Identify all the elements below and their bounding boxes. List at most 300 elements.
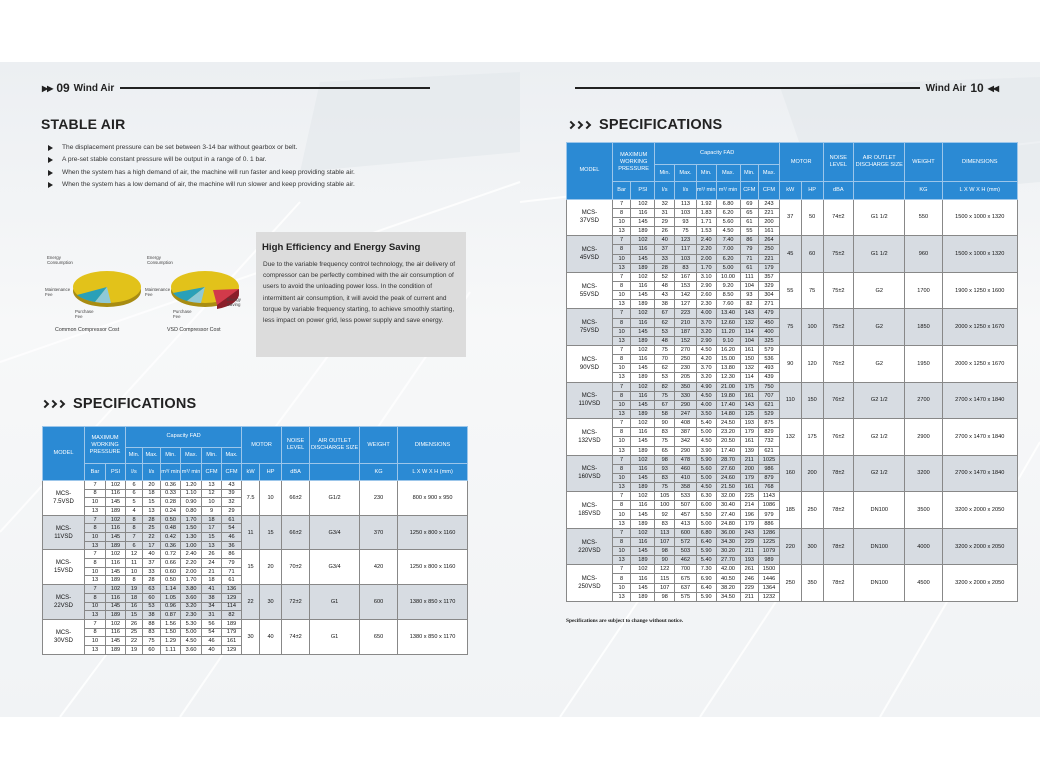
data-cell: 102 xyxy=(631,455,655,464)
header-unit xyxy=(310,464,360,481)
pie-label-purchase: Purchase Fee xyxy=(75,309,94,319)
data-cell: 161 xyxy=(740,391,759,400)
spec-note: Specifications are subject to change without notice. xyxy=(566,618,684,624)
data-cell: 189 xyxy=(631,336,655,345)
data-cell: 1.50 xyxy=(161,628,181,637)
data-cell: 3.20 xyxy=(696,373,716,382)
data-cell: 40 xyxy=(202,645,222,654)
motor-hp-cell: 300 xyxy=(801,528,823,565)
noise-cell: 75±2 xyxy=(823,272,854,309)
weight-cell: 1700 xyxy=(905,272,942,309)
outlet-cell: G1 1/2 xyxy=(854,199,905,236)
data-cell: 10 xyxy=(612,437,631,446)
header-unit: CFM xyxy=(740,182,759,199)
bullet-item: The displacement pressure can be set between 3-14 bar without gearbox or belt. xyxy=(48,142,355,154)
noise-cell: 76±2 xyxy=(823,345,854,382)
outlet-cell: DN100 xyxy=(854,492,905,529)
header-minmax: Max. xyxy=(716,164,740,181)
model-cell: MCS- 132VSD xyxy=(567,419,613,456)
data-cell: 0.36 xyxy=(161,541,181,550)
data-cell: 193 xyxy=(740,419,759,428)
motor-hp-cell: 150 xyxy=(801,382,823,419)
triple-chevron-icon xyxy=(568,122,592,128)
header-noise: NOISE LEVEL xyxy=(282,427,310,464)
data-cell: 223 xyxy=(675,309,697,318)
motor-kw-cell: 110 xyxy=(779,382,801,419)
data-cell: 1.71 xyxy=(696,217,716,226)
data-cell: 107 xyxy=(655,583,675,592)
data-cell: 507 xyxy=(675,501,697,510)
data-cell: 3.20 xyxy=(181,602,202,611)
data-cell: 0.72 xyxy=(161,550,181,559)
data-cell: 167 xyxy=(675,272,697,281)
data-cell: 13 xyxy=(612,373,631,382)
motor-hp-cell: 60 xyxy=(801,236,823,273)
weight-cell: 420 xyxy=(360,550,398,585)
data-cell: 116 xyxy=(631,355,655,364)
data-cell: 1.83 xyxy=(696,208,716,217)
data-cell: 145 xyxy=(106,637,126,646)
model-cell: MCS- 220VSD xyxy=(567,528,613,565)
data-cell: 4.20 xyxy=(696,355,716,364)
data-cell: 529 xyxy=(759,409,780,418)
data-cell: 145 xyxy=(631,327,655,336)
table-row xyxy=(43,515,468,524)
data-cell: 102 xyxy=(106,480,126,489)
data-cell: 67 xyxy=(655,309,675,318)
data-cell: 23.20 xyxy=(716,428,740,437)
dimensions-cell: 2700 x 1470 x 1840 xyxy=(942,382,1017,419)
data-cell: 132 xyxy=(740,318,759,327)
noise-cell: 78±2 xyxy=(823,528,854,565)
data-cell: 152 xyxy=(675,336,697,345)
data-cell: 8 xyxy=(85,559,106,568)
data-cell: 145 xyxy=(106,498,126,507)
data-cell: 3.80 xyxy=(181,585,202,594)
data-cell: 3.90 xyxy=(696,446,716,455)
data-cell: 153 xyxy=(675,281,697,290)
data-cell: 189 xyxy=(106,541,126,550)
motor-hp-cell: 10 xyxy=(260,480,282,515)
data-cell: 17 xyxy=(143,541,161,550)
data-cell: 13 xyxy=(612,483,631,492)
data-cell: 24.80 xyxy=(716,519,740,528)
table-row xyxy=(567,492,1018,501)
data-cell: 261 xyxy=(740,565,759,574)
data-cell: 13 xyxy=(612,592,631,601)
motor-hp-cell: 50 xyxy=(801,199,823,236)
header-unit: CFM xyxy=(202,464,222,481)
data-cell: 60 xyxy=(143,593,161,602)
data-cell: 189 xyxy=(631,519,655,528)
outlet-cell: G3/4 xyxy=(310,515,360,550)
data-cell: 4.50 xyxy=(696,345,716,354)
data-cell: 88 xyxy=(143,619,161,628)
data-cell: 7 xyxy=(612,455,631,464)
header-unit: Bar xyxy=(612,182,631,199)
weight-cell: 650 xyxy=(360,619,398,654)
data-cell: 18 xyxy=(202,515,222,524)
data-cell: 18 xyxy=(126,593,143,602)
data-cell: 8 xyxy=(612,537,631,546)
data-cell: 65 xyxy=(655,446,675,455)
data-cell: 6 xyxy=(126,489,143,498)
data-cell: 13 xyxy=(85,506,106,515)
data-cell: 113 xyxy=(655,528,675,537)
page-number: 09 xyxy=(56,81,70,95)
specifications-heading xyxy=(568,117,722,133)
pie-label-purchase: Purchase Fee xyxy=(173,309,192,319)
data-cell: 6.80 xyxy=(696,528,716,537)
data-cell: 413 xyxy=(675,519,697,528)
data-cell: 6.20 xyxy=(716,208,740,217)
data-cell: 6.20 xyxy=(716,254,740,263)
header-dimensions: DIMENSIONS xyxy=(942,143,1017,182)
data-cell: 4.50 xyxy=(716,227,740,236)
data-cell: 400 xyxy=(759,327,780,336)
data-cell: 83 xyxy=(675,263,697,272)
weight-cell: 230 xyxy=(360,480,398,515)
triple-chevron-icon xyxy=(42,401,66,407)
data-cell: 13 xyxy=(612,446,631,455)
data-cell: 10 xyxy=(612,400,631,409)
data-cell: 4.50 xyxy=(696,437,716,446)
data-cell: 13 xyxy=(612,519,631,528)
header-unit: L X W X H (mm) xyxy=(398,464,468,481)
header-noise: NOISE LEVEL xyxy=(823,143,854,182)
data-cell: 986 xyxy=(759,464,780,473)
data-cell: 1.70 xyxy=(696,263,716,272)
data-cell: 6 xyxy=(126,541,143,550)
dimensions-cell: 1250 x 800 x 1160 xyxy=(398,550,468,585)
header-pressure: MAXIMUM WORKING PRESSURE xyxy=(612,143,655,182)
weight-cell: 4000 xyxy=(905,528,942,565)
data-cell: 193 xyxy=(740,556,759,565)
table-row xyxy=(43,585,468,594)
data-cell: 13 xyxy=(612,336,631,345)
data-cell: 4 xyxy=(126,506,143,515)
data-cell: 2.90 xyxy=(696,336,716,345)
data-cell: 0.48 xyxy=(161,524,181,533)
data-cell: 0.50 xyxy=(161,576,181,585)
motor-kw-cell: 22 xyxy=(242,585,260,620)
data-cell: 5.90 xyxy=(696,592,716,601)
model-cell: MCS- 7.5VSD xyxy=(43,480,85,515)
motor-kw-cell: 90 xyxy=(779,345,801,382)
data-cell: 6.40 xyxy=(696,537,716,546)
data-cell: 145 xyxy=(631,547,655,556)
data-cell: 34.30 xyxy=(716,537,740,546)
data-cell: 12 xyxy=(202,489,222,498)
data-cell: 7 xyxy=(612,492,631,501)
data-cell: 161 xyxy=(740,345,759,354)
data-cell: 10 xyxy=(612,583,631,592)
data-cell: 2.60 xyxy=(696,291,716,300)
data-cell: 7 xyxy=(612,309,631,318)
data-cell: 460 xyxy=(675,464,697,473)
weight-cell: 960 xyxy=(905,236,942,273)
noise-cell: 72±2 xyxy=(282,585,310,620)
data-cell: 145 xyxy=(631,217,655,226)
left-page xyxy=(0,62,520,717)
pie-label-maintenance: Maintenance Fee xyxy=(45,287,71,297)
data-cell: 189 xyxy=(631,592,655,601)
data-cell: 989 xyxy=(759,556,780,565)
data-cell: 8 xyxy=(612,464,631,473)
data-cell: 161 xyxy=(222,637,242,646)
header-rule xyxy=(575,87,920,89)
data-cell: 479 xyxy=(759,309,780,318)
header-unit: L X W X H (mm) xyxy=(942,182,1017,199)
data-cell: 5.30 xyxy=(181,619,202,628)
data-cell: 7 xyxy=(612,236,631,245)
dimensions-cell: 3200 x 2000 x 2050 xyxy=(942,528,1017,565)
data-cell: 102 xyxy=(106,585,126,594)
data-cell: 533 xyxy=(675,492,697,501)
data-cell: 503 xyxy=(675,547,697,556)
data-cell: 5 xyxy=(126,498,143,507)
data-cell: 2.40 xyxy=(181,550,202,559)
data-cell: 54 xyxy=(202,628,222,637)
data-cell: 8 xyxy=(612,245,631,254)
pie-label-energy-saving: Energy Saving xyxy=(227,297,241,307)
data-cell: 205 xyxy=(675,373,697,382)
data-cell: 62 xyxy=(655,318,675,327)
data-cell: 34 xyxy=(202,602,222,611)
data-cell: 6.30 xyxy=(696,492,716,501)
data-cell: 0.36 xyxy=(161,480,181,489)
data-cell: 175 xyxy=(740,382,759,391)
data-cell: 29 xyxy=(222,506,242,515)
data-cell: 189 xyxy=(106,645,126,654)
data-cell: 700 xyxy=(675,565,697,574)
noise-cell: 75±2 xyxy=(823,309,854,346)
data-cell: 179 xyxy=(740,519,759,528)
data-cell: 10 xyxy=(202,498,222,507)
motor-hp-cell: 250 xyxy=(801,492,823,529)
data-cell: 60 xyxy=(143,645,161,654)
data-cell: 8 xyxy=(85,593,106,602)
data-cell: 8 xyxy=(126,515,143,524)
data-cell: 13 xyxy=(143,506,161,515)
data-cell: 10 xyxy=(612,364,631,373)
header-unit: dBA xyxy=(823,182,854,199)
data-cell: 13.80 xyxy=(716,364,740,373)
brochure-spread xyxy=(0,62,1040,717)
data-cell: 36.00 xyxy=(716,528,740,537)
data-cell: 8 xyxy=(612,501,631,510)
data-cell: 142 xyxy=(675,291,697,300)
data-cell: 63 xyxy=(143,585,161,594)
data-cell: 10 xyxy=(85,637,106,646)
data-cell: 621 xyxy=(759,400,780,409)
data-cell: 13.40 xyxy=(716,309,740,318)
header-unit: CFM xyxy=(222,464,242,481)
model-cell: MCS- 160VSD xyxy=(567,455,613,492)
dimensions-cell: 1900 x 1250 x 1600 xyxy=(942,272,1017,309)
data-cell: 113 xyxy=(675,199,697,208)
bullet-item: When the system has a low demand of air, the machine will run slower and keep providing stable air. xyxy=(48,179,355,191)
header-capacity-fad: Capacity FAD xyxy=(655,143,779,165)
data-cell: 90 xyxy=(655,556,675,565)
data-cell: 116 xyxy=(106,524,126,533)
outlet-cell: G2 1/2 xyxy=(854,455,905,492)
data-cell: 1.50 xyxy=(181,524,202,533)
data-cell: 1225 xyxy=(759,537,780,546)
header-unit: KG xyxy=(360,464,398,481)
data-cell: 8 xyxy=(85,524,106,533)
data-cell: 768 xyxy=(759,483,780,492)
outlet-cell: G1 xyxy=(310,619,360,654)
noise-cell: 78±2 xyxy=(823,455,854,492)
data-cell: 5.40 xyxy=(696,556,716,565)
spec-title: SPECIFICATIONS xyxy=(73,396,197,412)
data-cell: 107 xyxy=(655,537,675,546)
data-cell: 637 xyxy=(675,583,697,592)
data-cell: 15.00 xyxy=(716,355,740,364)
data-cell: 61 xyxy=(222,515,242,524)
motor-kw-cell: 45 xyxy=(779,236,801,273)
data-cell: 214 xyxy=(740,501,759,510)
data-cell: 136 xyxy=(222,585,242,594)
dimensions-cell: 1380 x 850 x 1170 xyxy=(398,619,468,654)
data-cell: 270 xyxy=(675,345,697,354)
data-cell: 1.05 xyxy=(161,593,181,602)
weight-cell: 2700 xyxy=(905,382,942,419)
data-cell: 58 xyxy=(655,409,675,418)
header-weight: WEIGHT xyxy=(360,427,398,464)
data-cell: 1025 xyxy=(759,455,780,464)
data-cell: 6.00 xyxy=(696,501,716,510)
data-cell: 116 xyxy=(631,245,655,254)
header-unit: l/s xyxy=(675,182,697,199)
data-cell: 8 xyxy=(612,574,631,583)
data-cell: 38 xyxy=(202,593,222,602)
data-cell: 40 xyxy=(143,550,161,559)
data-cell: 13 xyxy=(612,227,631,236)
data-cell: 189 xyxy=(222,619,242,628)
data-cell: 10 xyxy=(612,217,631,226)
data-cell: 243 xyxy=(759,199,780,208)
data-cell: 82 xyxy=(222,611,242,620)
outlet-cell: G2 1/2 xyxy=(854,419,905,456)
data-cell: 329 xyxy=(759,281,780,290)
data-cell: 114 xyxy=(740,327,759,336)
data-cell: 67 xyxy=(655,400,675,409)
data-cell: 0.87 xyxy=(161,611,181,620)
data-cell: 145 xyxy=(106,567,126,576)
motor-kw-cell: 132 xyxy=(779,419,801,456)
data-cell: 12.60 xyxy=(716,318,740,327)
pie-label-maintenance: Maintenance Fee xyxy=(145,287,171,297)
header-weight: WEIGHT xyxy=(905,143,942,182)
data-cell: 2.00 xyxy=(696,254,716,263)
data-cell: 20 xyxy=(143,480,161,489)
data-cell: 358 xyxy=(675,483,697,492)
data-cell: 1143 xyxy=(759,492,780,501)
data-cell: 1286 xyxy=(759,528,780,537)
double-arrow-left-icon: ◀◀ xyxy=(987,83,998,93)
data-cell: 3.10 xyxy=(696,272,716,281)
data-cell: 979 xyxy=(759,510,780,519)
data-cell: 707 xyxy=(759,391,780,400)
data-cell: 189 xyxy=(631,373,655,382)
header-minmax: Max. xyxy=(143,447,161,464)
model-cell: MCS- 250VSD xyxy=(567,565,613,602)
data-cell: 1.70 xyxy=(181,515,202,524)
data-cell: 19.80 xyxy=(716,391,740,400)
data-cell: 75 xyxy=(655,483,675,492)
data-cell: 102 xyxy=(631,309,655,318)
dimensions-cell: 2000 x 1250 x 1670 xyxy=(942,309,1017,346)
data-cell: 189 xyxy=(631,263,655,272)
page-number: 10 xyxy=(970,81,984,95)
data-cell: 93 xyxy=(655,464,675,473)
data-cell: 325 xyxy=(759,336,780,345)
data-cell: 139 xyxy=(740,446,759,455)
data-cell: 102 xyxy=(631,382,655,391)
model-cell: MCS- 110VSD xyxy=(567,382,613,419)
data-cell: 116 xyxy=(631,281,655,290)
data-cell: 5.40 xyxy=(696,419,716,428)
data-cell: 52 xyxy=(655,272,675,281)
data-cell: 8.50 xyxy=(716,291,740,300)
data-cell: 1086 xyxy=(759,501,780,510)
table-row xyxy=(567,565,1018,574)
bullet-item: A pre-set stable constant pressure will be output in a range of 0. 1 bar. xyxy=(48,154,355,166)
noise-cell: 78±2 xyxy=(823,565,854,602)
data-cell: 41 xyxy=(202,585,222,594)
dimensions-cell: 3200 x 2000 x 2050 xyxy=(942,565,1017,602)
motor-hp-cell: 40 xyxy=(260,619,282,654)
data-cell: 8 xyxy=(126,524,143,533)
data-cell: 116 xyxy=(631,464,655,473)
outlet-cell: G1 xyxy=(310,585,360,620)
header-unit: PSI xyxy=(631,182,655,199)
data-cell: 43 xyxy=(655,291,675,300)
data-cell: 7 xyxy=(85,515,106,524)
pie-caption-common: Common Compressor Cost xyxy=(55,327,120,333)
motor-hp-cell: 20 xyxy=(260,550,282,585)
data-cell: 30.20 xyxy=(716,547,740,556)
outlet-cell: G2 xyxy=(854,272,905,309)
data-cell: 879 xyxy=(759,473,780,482)
data-cell: 56 xyxy=(202,619,222,628)
data-cell: 478 xyxy=(675,455,697,464)
data-cell: 5.00 xyxy=(696,428,716,437)
dimensions-cell: 800 x 900 x 950 xyxy=(398,480,468,515)
data-cell: 10 xyxy=(85,567,106,576)
dimensions-cell: 1250 x 800 x 1160 xyxy=(398,515,468,550)
data-cell: 93 xyxy=(675,217,697,226)
data-cell: 7 xyxy=(85,619,106,628)
data-cell: 0.24 xyxy=(161,506,181,515)
data-cell: 61 xyxy=(222,576,242,585)
data-cell: 116 xyxy=(631,501,655,510)
header-minmax: Max. xyxy=(675,164,697,181)
data-cell: 29 xyxy=(655,217,675,226)
data-cell: 7 xyxy=(126,533,143,542)
data-cell: 27.70 xyxy=(716,556,740,565)
weight-cell: 1850 xyxy=(905,309,942,346)
data-cell: 2.90 xyxy=(696,281,716,290)
data-cell: 143 xyxy=(740,309,759,318)
data-cell: 200 xyxy=(759,217,780,226)
header-motor: MOTOR xyxy=(779,143,823,182)
data-cell: 116 xyxy=(631,318,655,327)
data-cell: 83 xyxy=(655,473,675,482)
data-cell: 145 xyxy=(631,510,655,519)
